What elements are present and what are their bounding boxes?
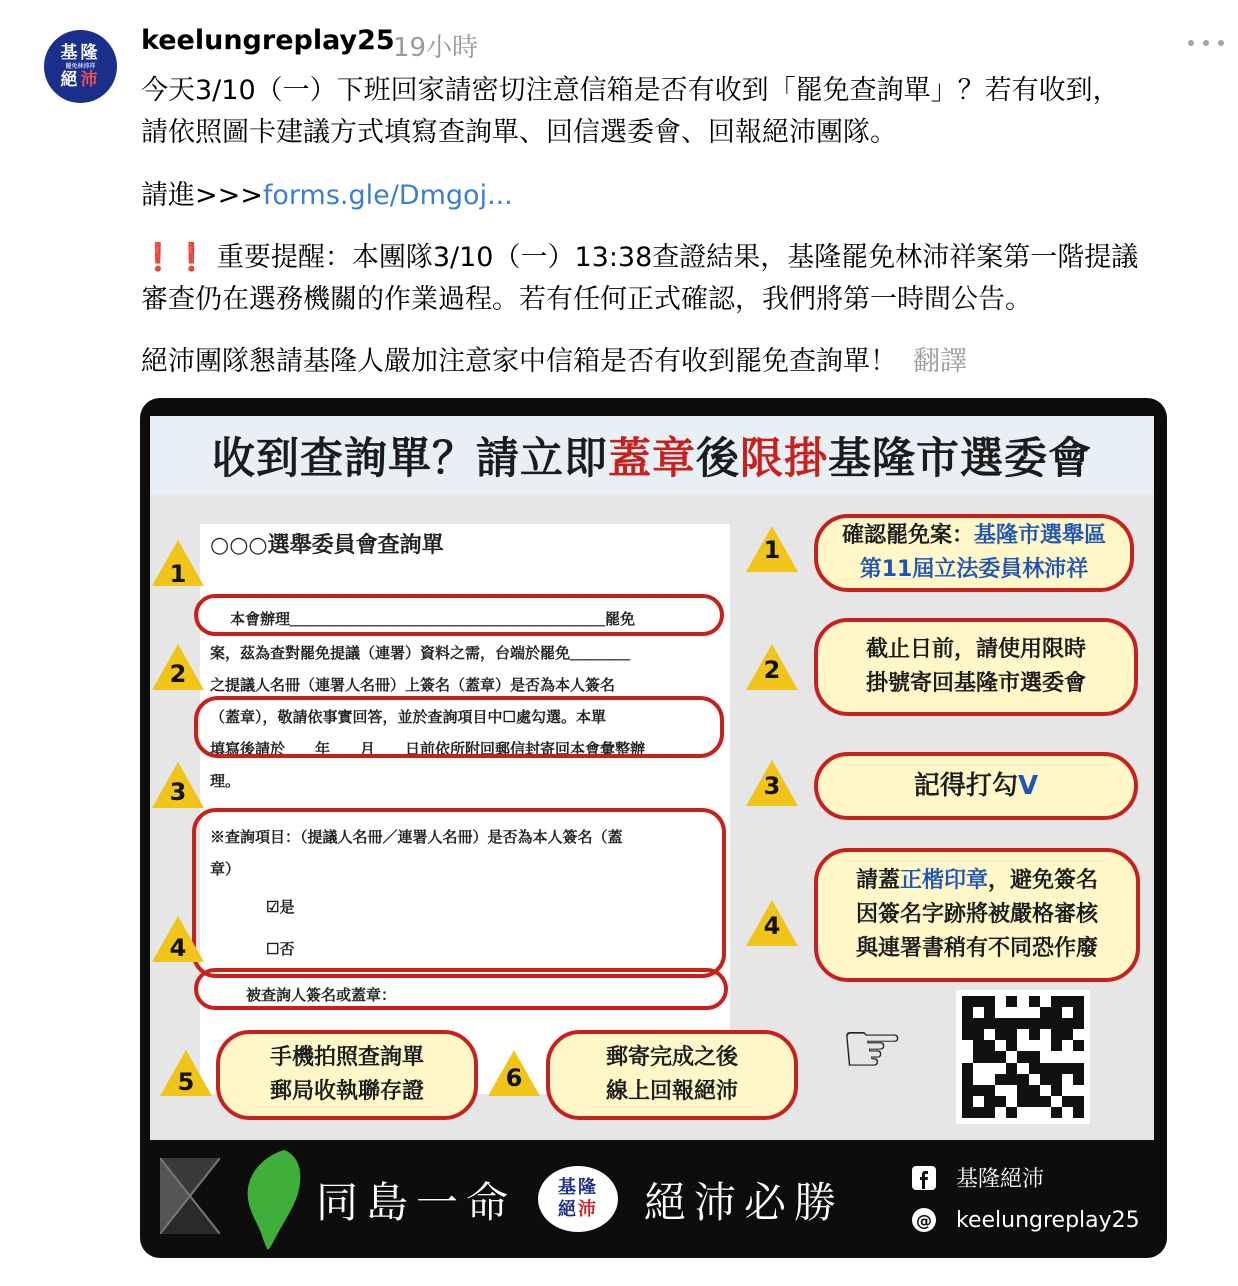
slogan-right: 絕沛必勝 — [644, 1178, 845, 1227]
avatar-line2 — [61, 70, 101, 90]
highlight-oval — [194, 968, 728, 1010]
svg-text:@: @ — [916, 1211, 932, 1230]
title-part: 後 — [696, 433, 740, 484]
pill-text: 記得打勾 — [913, 771, 1018, 801]
geometric-logo-icon — [160, 1158, 220, 1234]
step-number: 2 — [169, 660, 187, 688]
step2-pill — [814, 618, 1138, 716]
title-part: 收到查詢單？請立即 — [212, 433, 608, 484]
facebook-handle — [910, 1162, 1044, 1193]
pill-line: 線上回報絕沛 — [605, 1079, 738, 1104]
form-line: 案，茲為查對罷免提議（連署）資料之需，台端於罷免＿＿＿＿ — [210, 644, 631, 662]
checkmark-label: V — [1017, 771, 1039, 801]
qr-code — [956, 990, 1090, 1124]
post-line: 審查仍在選務機關的作業過程。若有任何正式確認，我們將第一時間公告。 — [141, 284, 1032, 315]
more-dot-icon — [1188, 40, 1194, 46]
more-dot-icon — [1203, 40, 1209, 46]
post-paragraph-4 — [141, 341, 967, 383]
taiwan-island-icon — [244, 1148, 304, 1252]
step5-pill — [216, 1030, 478, 1120]
post-paragraph-link — [141, 175, 513, 217]
step-number: 4 — [763, 912, 781, 940]
infographic-body — [150, 494, 1154, 1140]
avatar[interactable] — [44, 30, 117, 103]
pill-line: 掛號寄回基隆市選委會 — [865, 671, 1086, 696]
step-number: 4 — [169, 934, 187, 962]
inquiry-form-sample — [200, 524, 730, 1094]
post-line: 今天3/10（一）下班回家請密切注意信箱是否有收到「罷免查詢單」？若有收到， — [141, 75, 1120, 106]
threads-icon — [910, 1206, 938, 1234]
more-dot-icon — [1218, 40, 1224, 46]
step3-pill — [814, 752, 1138, 820]
post-paragraph-1 — [141, 70, 1120, 154]
form-line: 理。 — [210, 772, 241, 790]
pill-line — [856, 864, 1098, 898]
form-line: 被查詢人簽名或蓋章： — [246, 986, 397, 1004]
highlight-oval — [192, 808, 726, 978]
pill-line: 與連署書稍有不同恐作廢 — [855, 936, 1098, 961]
form-line: 之提議人名冊（連署人名冊）上簽名（蓋章）是否為本人簽名 — [210, 676, 616, 694]
pill-line: 第11屆立法委員林沛祥 — [859, 557, 1089, 582]
link-prefix: 請進>>> — [141, 180, 263, 211]
pill-highlight: 正楷印章 — [899, 868, 988, 893]
pill-line: 郵寄完成之後 — [605, 1045, 738, 1070]
step-number: 2 — [763, 656, 781, 684]
slogan-left: 同島一命 — [316, 1178, 517, 1227]
title-part: 基隆市選委會 — [828, 433, 1092, 484]
brand-badge — [538, 1166, 618, 1232]
form-line: 填寫後請於 年 月 日前依所附回郵信封寄回本會彙整辦 — [210, 740, 646, 758]
infographic-footer — [140, 1140, 1167, 1258]
pill-line: 因簽名字跡將被嚴格審核 — [855, 902, 1098, 927]
qr-code-pattern — [962, 996, 1084, 1118]
post-line — [141, 237, 1138, 279]
facebook-icon — [910, 1164, 938, 1192]
title-highlight: 限掛 — [740, 433, 828, 484]
form-checkbox-yes: ☑是 — [266, 898, 295, 916]
step1-pill — [814, 514, 1134, 592]
form-line: 本會辦理＿＿＿＿＿＿＿＿＿＿＿＿＿＿＿＿＿＿＿＿＿罷免 — [230, 610, 636, 628]
form-line: ※查詢項目：（提議人名冊／連署人名冊）是否為本人簽名（蓋 — [210, 828, 623, 846]
username-link[interactable]: keelungreplay25 — [141, 25, 395, 56]
title-highlight: 蓋章 — [608, 433, 696, 484]
forms-link[interactable]: forms.gle/Dmgoj... — [262, 180, 513, 211]
pointing-hand-icon: ☞ — [840, 1006, 905, 1090]
badge-char: 絕 — [558, 1199, 578, 1220]
post-line: 請依照圖卡建議方式填寫查詢單、回信選委會、回報絕沛團隊。 — [141, 117, 897, 148]
pill-line: 郵局收執聯存證 — [269, 1079, 424, 1104]
highlight-oval — [194, 594, 724, 636]
pill-highlight: 基隆市選舉區 — [974, 523, 1107, 548]
post-paragraph-warning — [141, 237, 1138, 321]
step-number: 5 — [177, 1068, 195, 1096]
pill-line: 截止日前，請使用限時 — [865, 637, 1086, 662]
avatar-char-b: 沛 — [80, 70, 101, 90]
avatar-tiny-text: 罷免林沛祥 — [65, 63, 96, 70]
step-number: 1 — [763, 536, 781, 564]
step-number: 3 — [763, 772, 781, 800]
form-checkbox-no: ☐否 — [266, 940, 295, 958]
pill-text: 確認罷免案： — [841, 523, 974, 548]
step-number: 1 — [169, 560, 187, 588]
step4-pill — [814, 848, 1140, 982]
avatar-char-a: 絕 — [60, 70, 81, 90]
avatar-line1: 基隆 — [60, 43, 101, 63]
form-line: （蓋章），敬請依事實回答，並於查詢項目中☐處勾選。本單 — [210, 708, 606, 726]
more-options-button[interactable] — [1188, 28, 1224, 58]
highlight-oval — [194, 696, 724, 758]
badge-char: 沛 — [578, 1199, 598, 1220]
badge-line2 — [558, 1199, 598, 1221]
post-line-text: 重要提醒：本團隊3/10（一）13:38查證結果，基隆罷免林沛祥案第一階提議 — [216, 242, 1139, 273]
post-image[interactable] — [140, 398, 1167, 1258]
pill-text: ，避免簽名 — [988, 868, 1099, 893]
form-heading: ○○○選舉委員會查詢單 — [210, 532, 444, 558]
translate-button[interactable]: 翻譯 — [913, 346, 967, 377]
post-line: 絕沛團隊懇請基隆人嚴加注意家中信箱是否有收到罷免查詢單！ — [141, 346, 897, 377]
threads-name: keelungreplay25 — [956, 1207, 1140, 1233]
threads-handle — [910, 1206, 1140, 1234]
post-timestamp: 19小時 — [393, 33, 479, 63]
step6-pill — [546, 1030, 798, 1120]
facebook-name: 基隆絕沛 — [956, 1167, 1045, 1192]
infographic-title — [150, 416, 1154, 494]
pill-line — [914, 769, 1038, 803]
pill-line: 手機拍照查詢單 — [269, 1045, 424, 1070]
pill-line — [842, 519, 1106, 553]
badge-line1: 基隆 — [558, 1177, 598, 1198]
pill-text: 請蓋 — [855, 868, 900, 893]
form-line: 章） — [210, 860, 241, 878]
step-number: 6 — [505, 1064, 523, 1092]
step-number: 3 — [169, 778, 187, 806]
exclamation-icon: ❗❗ — [141, 242, 209, 273]
